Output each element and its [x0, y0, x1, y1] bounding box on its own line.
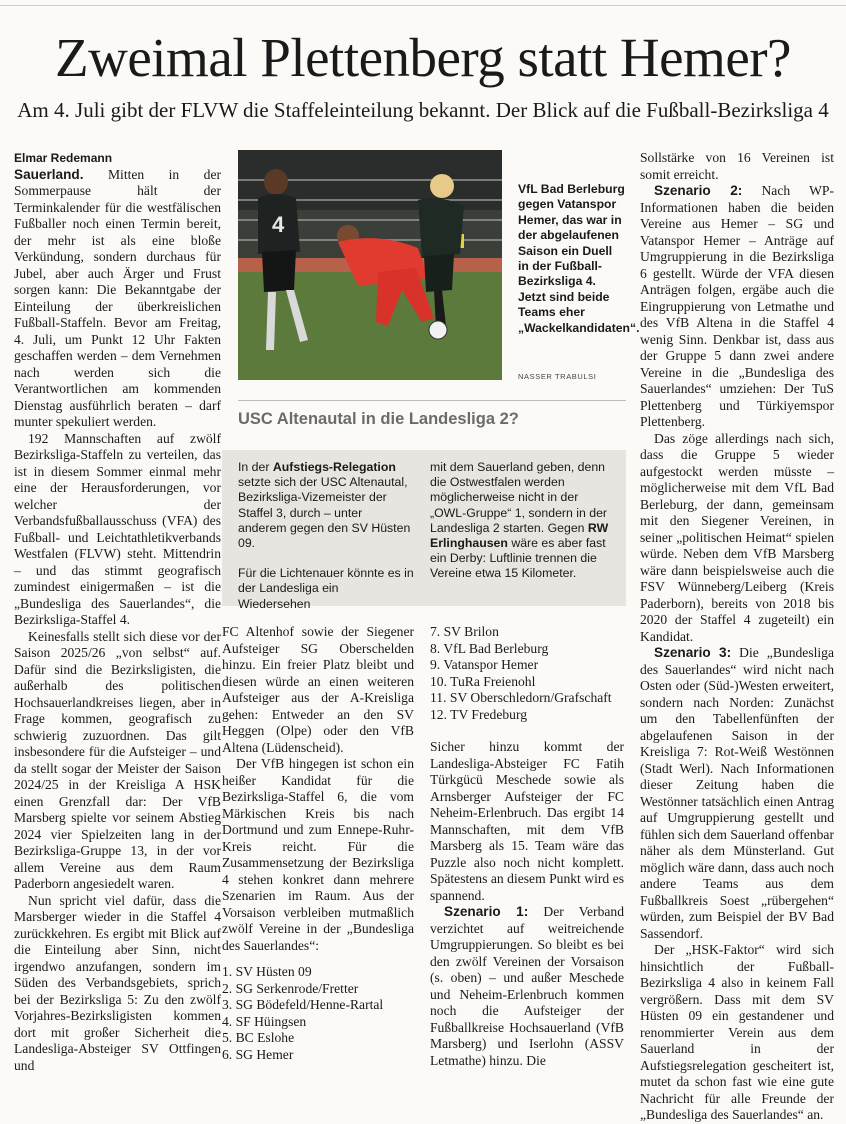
- article-column-3: [430, 624, 624, 1069]
- subheadline: Am 4. Juli gibt der FLVW die Staffeleinteilung bekannt. Der Blick auf die Fußball-Bezirksliga 4: [17, 98, 829, 122]
- paragraph: FC Altenhof sowie der Siegener Aufsteiger SG Oberschelden hinzu. Ein freier Platz bleibt und diesen würde an einen weiteren Aufsteiger aus der A-Kreisliga gehen: Entweder an den SV Heggen (Olpe) oder den VfB Altena (Lüdenscheid).: [222, 624, 414, 755]
- paragraph: Keinesfalls stellt sich diese vor der Saison 2025/26 „von selbst“ auf. Dafür sind die Bezirksligisten, die außerhalb des politischen Hochsauerlandkreises liegen, aber in Frage kommen, geografisch zu schwierig zuzuordnen. Das gilt insbesondere für die Aufsteiger – und da stellt sogar der Meister der Saison 2024/25 in der Kreisliga A HSK einen Grenzfall dar: Der VfB Marsberg spielte vor seinem Abstieg 2024 vier Spielzeiten lang in der Bezirksliga-Gruppe 13, in der vor allem Vereine aus dem Raum Paderborn angesiedelt waren.: [14, 628, 221, 891]
- list-item: 11. SV Oberschledorn/Grafschaft: [430, 690, 612, 705]
- list-item: 2. SG Serkenrode/Fretter: [222, 980, 359, 996]
- paragraph: Sicher hinzu kommt der Landesliga-Absteiger FC Fatih Türkgücü Meschede sowie als Arnsberger Aufsteiger der FC Neheim-Erlenbruch. Das ergibt 14 Mannschaften, mit dem VfB Marsberg als 15. Team wäre das Puzzle also noch nicht komplett. Spätestens an diesem Punkt wird es spannend.: [430, 739, 624, 903]
- paragraph: Der „HSK-Faktor“ wird sich hinsichtlich der Fußball-Bezirksliga 4 also in keinem Fall vergrößern. Dass mit dem SV Hüsten 09 ein gestandener und renommierter Verein aus dem Sauerland in der Aufstiegsrelegation gescheitert ist, mutet da schon fast wie eine gute Nachricht für alle Freunde der „Bundesliga des Sauerlandes“ an.: [640, 942, 834, 1122]
- team-list-part1: [222, 964, 414, 1063]
- photo-credit: NASSER TRABULSI: [518, 372, 597, 381]
- article-column-1: [14, 150, 221, 1074]
- photo-caption: VfL Bad Berleburg gegen Vatanspor Hemer, das war in der abgelaufenen Saison ein Duell in der Fußball-Bezirksliga 4. Jetzt sind beide Teams eher „Wackelkandidaten“.: [518, 182, 640, 335]
- jersey-number: 4: [272, 212, 285, 237]
- paragraph: Das zöge allerdings nach sich, dass die Gruppe 5 wieder aufgestockt werden müsste – möglicherweise mit dem VfL Bad Berleburg, der dann, gemeinsam mit den Siegener Vereinen, in seiner „politischen Heimat“ spielen würde. Neben dem VfB Marsberg wäre dann beispielsweise auch die FSV Wünneberg/Leiberg (Kreis Paderborn), bereits von 2018 bis 2020 der Staffel 4 zugeteilt) ein Kandidat.: [640, 430, 834, 644]
- box-column-right: [430, 460, 614, 597]
- box-title: USC Altenautal in die Landesliga 2?: [238, 410, 519, 428]
- author-byline: Elmar Redemann: [14, 151, 113, 165]
- article-column-2: [222, 624, 414, 1063]
- list-item: 8. VfL Bad Berleburg: [430, 640, 549, 656]
- box-paragraph: Für die Lichtenauer könnte es in der Landesliga ein Wiedersehen: [238, 566, 414, 611]
- paragraph: Szenario 3: Die „Bundesliga des Sauerlandes“ wird nicht nach Osten oder (Süd-)Westen erweitert, sondern nach Norden: Zunächst um den Tabellenfünften der abgelaufenen Saison in der Kreisliga 7: Rot-Weiß Westönnen (Stadt Werl). Nach Informationen dieser Zeitung haben die Westönner tatsächlich einen Antrag auf Umgruppierung gestellt und fühlen sich dem Sauerland offenbar näher als dem Münsterland. Gut möglich wäre dann, dass auch noch andere Teams aus dem Fußballkreis Soest „rübergehen“ würden, zum Beispiel der BV Bad Sassendorf.: [640, 645, 834, 941]
- list-item: 3. SG Bödefeld/Henne-Rartal: [222, 997, 384, 1012]
- list-item: 9. Vatanspor Hemer: [430, 657, 539, 672]
- list-item: 10. TuRa Freienohl: [430, 673, 536, 689]
- dateline: Sauerland.: [14, 166, 84, 182]
- lead-paragraph: [14, 167, 221, 431]
- list-item: 5. BC Eslohe: [222, 1030, 295, 1045]
- paragraph: Szenario 2: Nach WP-Informationen haben die beiden Vereine aus Hemer – SG und Vatanspor Hemer – Anträge auf Umgruppierung in die Bezirksliga 6 gestellt. Würde der VFA diesen Anträgen folgen, ergäbe auch die Eingruppierung von Letmathe und des VfB Altena in die Staffel 4 wenig Sinn. Denkbar ist, dass aus der Gruppe 5 dann zwei andere Vereine in die „Bundesliga des Sauerlandes“ umziehen: Der TuS Plettenberg und Türkiyemspor Plettenberg.: [640, 183, 834, 429]
- list-item: 4. SF Hüingsen: [222, 1013, 307, 1029]
- article-column-4: [640, 150, 834, 1124]
- top-rule: [0, 5, 846, 6]
- scenario-1-label: Szenario 1:: [444, 904, 529, 919]
- list-item: 7. SV Brilon: [430, 624, 499, 639]
- paragraph: Szenario 1: Der Verband verzichtet auf weitreichende Umgruppierungen. So bleibt es bei den zwölf Vereinen der Vorsaison (s. oben) – und außer Meschede und Neheim-Erlenbruch kommen noch die Aufsteiger der Fußballkreise Hochsauerland (VfB Marsberg) und Iserlohn (ASSV Letmathe) hinzu. Die: [430, 904, 624, 1068]
- article-photo: [238, 150, 502, 380]
- paragraph: Nun spricht viel dafür, dass die Marsberger wieder in die Staffel 4 zurückkehren. Es ergibt mit Blick auf die Einteilung aber Sinn, nicht irgendwo anzufangen, sondern im Süden des Verbandsgebiets, sprich bei der Bezirksliga 5: Zu den zwölf Vorjahres-Bezirksligisten kommen dort mit großer Sicherheit die Landesliga-Absteiger SV Ottfingen und: [14, 892, 221, 1073]
- paragraph: Sollstärke von 16 Vereinen ist somit erreicht.: [640, 150, 834, 182]
- soccer-players-image: [238, 150, 502, 380]
- list-item: 12. TV Fredeburg: [430, 706, 528, 722]
- box-paragraph: In der Aufstiegs-Relegation setzte sich der USC Altenautal, Bezirksliga-Vizemeister der Staffel 3, durch – unter anderem gegen den SV Hüsten 09.: [238, 460, 411, 551]
- headline: Zweimal Plettenberg statt Hemer?: [55, 27, 791, 88]
- paragraph: Der VfB hingegen ist schon ein heißer Kandidat für die Bezirksliga-Staffel 6, die vom Märkischen Kreis bis nach Dortmund und zum Ennepe-Ruhr-Kreis reicht. Für die Zusammensetzung der Bezirksliga 4 stehen konkret dann mehrere Szenarien im Raum. Aus der Vorsaison verbleiben mutmaßlich zwölf Vereine in der „Bundesliga des Sauerlandes“:: [222, 756, 414, 953]
- list-item: 6. SG Hemer: [222, 1046, 294, 1062]
- box-column-left: [238, 460, 414, 627]
- box-paragraph: mit dem Sauerland geben, denn die Ostwestfalen werden möglicherweise nicht in der „OWL-Gruppe“ 1, sondern in der Landesliga 2 starten. Gegen RW Erlinghausen wäre es aber fast ein Derby: Luftlinie trennen die Vereine etwa 15 Kilometer.: [430, 460, 609, 581]
- box-bold-term: Aufstiegs-Relegation: [272, 460, 396, 474]
- team-list-part2: [430, 624, 624, 723]
- paragraph: 192 Mannschaften auf zwölf Bezirksliga-Staffeln zu verteilen, das ist in diesem Sommer einmal mehr eine der Herausforderungen, vor welcher der Verbandsfußballausschuss (VFA) des Fußball- und Leichtathletikverbands Westfalen (FLVW) steht. Mittendrin – und das stimmt geografisch zumindest einigermaßen – ist die „Bundesliga des Sauerlandes“, die Bezirksliga-Staffel 4.: [14, 430, 221, 627]
- box-bold-term: RW Erlinghausen: [430, 520, 609, 551]
- box-top-rule: [238, 400, 626, 401]
- lead-text: Mitten in der Sommerpause hält der Terminkalender für die westfälischen Fußballer noch einen Termin bereit, der mehr ist als eine bloße Verkündung, sondern durchaus für Jubel, aber auch Ärger und Frust sorgen kann: Die Bekanntgabe der Einteilung der überkreislichen Fußball-Staffeln. Bevor am Freitag, 4. Juli, um Punkt 12 Uhr Fakten geschaffen werden – dem Vernehmen nach werden sich die Verantwortlichen am kommenden Dienstag ausführlich beraten – darf munter spekuliert werden.: [14, 166, 221, 429]
- list-item: 1. SV Hüsten 09: [222, 964, 312, 979]
- scenario-3-label: Szenario 3:: [654, 645, 732, 660]
- scenario-2-label: Szenario 2:: [654, 183, 743, 198]
